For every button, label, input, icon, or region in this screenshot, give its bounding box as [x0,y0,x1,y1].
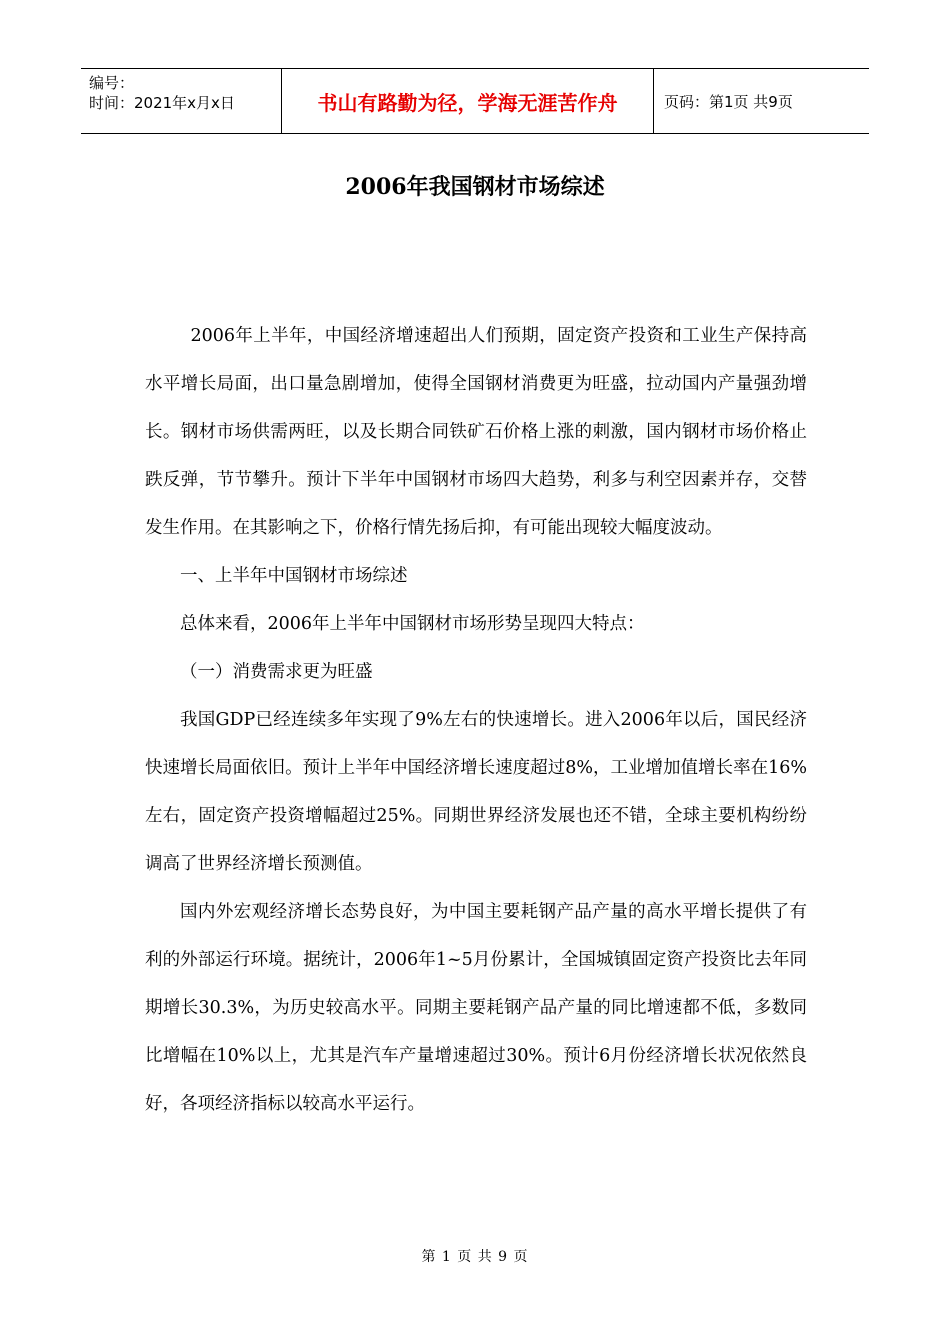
document-header [81,68,869,134]
section-heading-1: 一、上半年中国钢材市场综述 [180,566,408,586]
header-number-label: 编号： [89,74,135,92]
header-time-label: 时间：2021年x月x日 [89,94,235,112]
paragraph-overview: 总体来看，2006年上半年中国钢材市场形势呈现四大特点： [180,614,645,634]
header-motto: 书山有路勤为径，学海无涯苦作舟 [282,69,654,133]
document-title: 2006年我国钢材市场综述 [345,174,605,200]
subsection-heading-1: （一）消费需求更为旺盛 [180,662,373,682]
header-meta [81,69,282,133]
paragraph-intro: 2006年上半年，中国经济增速超出人们预期，固定资产投资和工业生产保持高水平增长局面，出口量急剧增加，使得全国钢材消费更为旺盛，拉动国内产量强劲增长。钢材市场供需两旺，以及长期合同铁矿石价格上涨的刺激，国内钢材市场价格止跌反弹，节节攀升。预计下半年中国钢材市场四大趋势，利多与利空因素并存，交替发生作用。在其影响之下，价格行情先扬后抑，有可能出现较大幅度波动。 [145,326,807,538]
paragraph-gdp: 我国GDP已经连续多年实现了9%左右的快速增长。进入2006年以后，国民经济快速增长局面依旧。预计上半年中国经济增长速度超过8%，工业增加值增长率在16%左右，固定资产投资增幅超过25%。同期世界经济发展也还不错，全球主要机构纷纷调高了世界经济增长预测值。 [145,710,807,874]
document-body [145,312,807,1128]
page-footer: 第 1 页 共 9 页 [421,1249,529,1265]
paragraph-macro: 国内外宏观经济增长态势良好，为中国主要耗钢产品产量的高水平增长提供了有利的外部运行环境。据统计，2006年1~5月份累计，全国城镇固定资产投资比去年同期增长30.3%，为历史较高水平。同期主要耗钢产品产量的同比增速都不低，多数同比增幅在10%以上，尤其是汽车产量增速超过30%。预计6月份经济增长状况依然良好，各项经济指标以较高水平运行。 [145,902,807,1114]
header-page-info: 页码：第1页 共9页 [664,92,793,111]
